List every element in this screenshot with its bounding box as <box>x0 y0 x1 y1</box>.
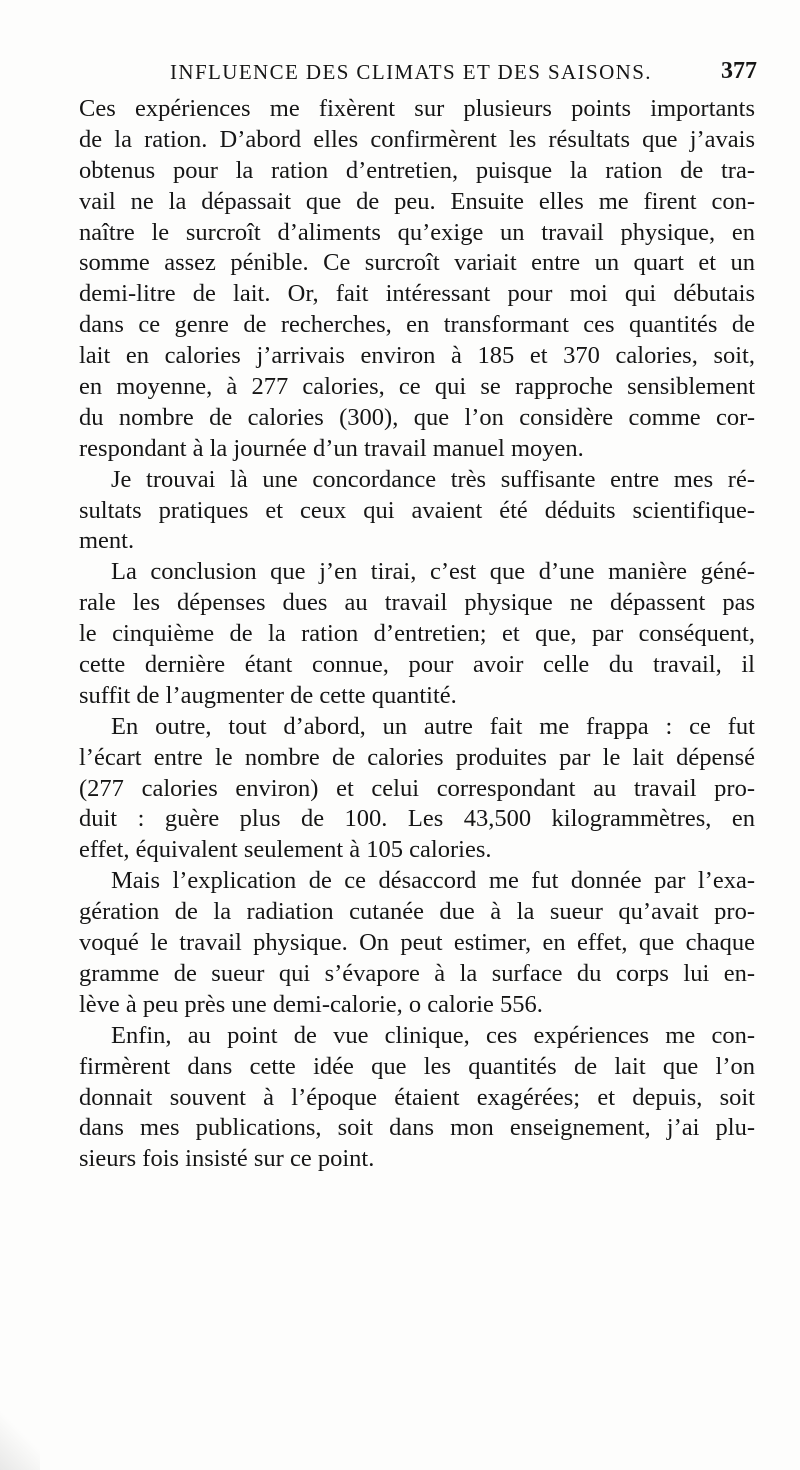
paper-corner-shading <box>0 1410 40 1470</box>
text-line: du nombre de calories (300), que l’on considère comme cor- <box>79 403 755 431</box>
text-line: La conclusion que j’en tirai, c’est que d’une manière géné- <box>111 558 755 586</box>
text-line: respondant à la journée d’un travail manuel moyen. <box>79 434 584 462</box>
text-line: firmèrent dans cette idée que les quantités de lait que l’on <box>79 1052 755 1080</box>
text-line: suffit de l’augmenter de cette quantité. <box>79 681 457 709</box>
text-line: Enfin, au point de vue clinique, ces expériences me con- <box>111 1021 755 1049</box>
text-line: sultats pratiques et ceux qui avaient été déduits scientifique- <box>79 496 755 524</box>
text-line: en moyenne, à 277 calories, ce qui se rapproche sensiblement <box>79 373 755 401</box>
text-line: naître le surcroît d’aliments qu’exige un travail physique, en <box>79 218 755 246</box>
text-line: obtenus pour la ration d’entretien, puisque la ration de tra- <box>79 156 755 184</box>
paragraph-1 <box>79 94 755 465</box>
paragraph-2 <box>79 465 755 558</box>
text-line: cette dernière étant connue, pour avoir celle du travail, il <box>79 651 755 679</box>
paragraph-6 <box>79 1021 755 1175</box>
text-line: effet, équivalent seulement à 105 calories. <box>79 836 492 864</box>
text-line: duit : guère plus de 100. Les 43,500 kilogrammètres, en <box>79 805 755 833</box>
text-line: somme assez pénible. Ce surcroît variait entre un quart et un <box>79 249 755 277</box>
text-line: demi-litre de lait. Or, fait intéressant pour moi qui débutais <box>79 280 755 308</box>
text-line: donnait souvent à l’époque étaient exagérées; et depuis, soit <box>79 1083 755 1111</box>
text-line: ment. <box>79 527 135 555</box>
body-text <box>79 94 755 1175</box>
text-line: gramme de sueur qui s’évapore à la surface du corps lui en- <box>79 959 755 987</box>
text-line: Ces expériences me fixèrent sur plusieurs points importants <box>79 95 755 122</box>
page-number: 377 <box>721 58 757 84</box>
text-line: dans ce genre de recherches, en transformant ces quantités de <box>79 311 755 339</box>
paragraph-5 <box>79 866 755 1020</box>
text-line: Mais l’explication de ce désaccord me fut donnée par l’exa- <box>111 867 755 895</box>
text-line: rale les dépenses dues au travail physique ne dépassent pas <box>79 589 755 617</box>
text-line: Je trouvai là une concordance très suffisante entre mes ré- <box>111 465 755 493</box>
text-line: gération de la radiation cutanée due à la sueur qu’avait pro- <box>79 898 755 926</box>
running-head <box>60 58 757 92</box>
text-line: En outre, tout d’abord, un autre fait me frappa : ce fut <box>111 712 755 740</box>
running-title: INFLUENCE DES CLIMATS ET DES SAISONS. <box>170 60 652 84</box>
text-line: voqué le travail physique. On peut estimer, en effet, que chaque <box>79 929 755 957</box>
paragraph-4 <box>79 712 755 866</box>
text-line: sieurs fois insisté sur ce point. <box>79 1145 375 1173</box>
text-line: (277 calories environ) et celui correspondant au travail pro- <box>79 774 755 802</box>
text-line: dans mes publications, soit dans mon enseignement, j’ai plu- <box>79 1114 755 1142</box>
text-line: l’écart entre le nombre de calories produites par le lait dépensé <box>79 743 755 771</box>
text-line: lève à peu près une demi-calorie, o calorie 556. <box>79 990 543 1018</box>
text-line: vail ne la dépassait que de peu. Ensuite elles me firent con- <box>79 187 755 215</box>
text-line: lait en calories j’arrivais environ à 185 et 370 calories, soit, <box>79 342 755 370</box>
paragraph-3 <box>79 557 755 711</box>
text-line: le cinquième de la ration d’entretien; et que, par conséquent, <box>79 620 755 648</box>
text-line: de la ration. D’abord elles confirmèrent les résultats que j’avais <box>79 125 755 153</box>
